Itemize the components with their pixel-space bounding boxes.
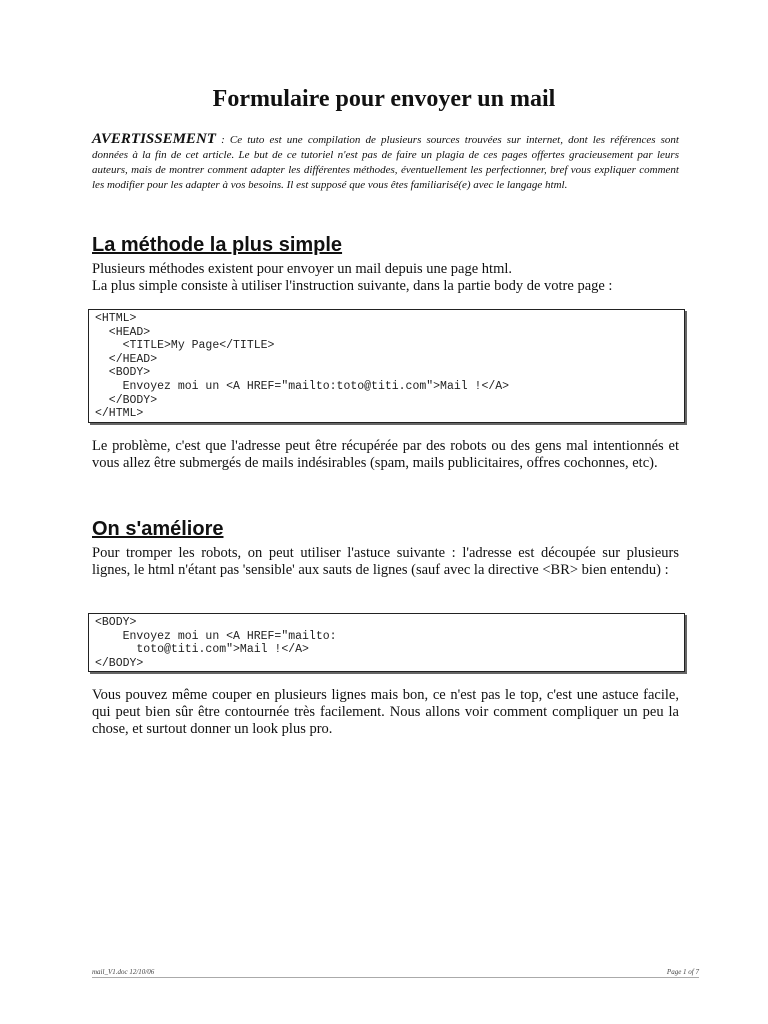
code-line: </HTML> <box>95 407 144 421</box>
code-line: </BODY> <box>95 393 158 407</box>
section1-intro-line: Plusieurs méthodes existent pour envoyer un mail depuis une page html. <box>92 261 513 277</box>
code-line: <TITLE>My Page</TITLE> <box>95 339 275 353</box>
code-block-simple <box>88 309 685 423</box>
code-line: </HEAD> <box>95 352 158 366</box>
section2-closing-paragraph: Vous pouvez même couper en plusieurs lignes mais bon, ce n'est pas le top, c'est une astuce facile, qui peut bien sûr être contournée très facilement. Nous allons voir comment compliquer un peu la chose, et surtout donner un look plus pro. <box>92 687 679 737</box>
code-line: <BODY> <box>95 366 151 380</box>
code-line: <HEAD> <box>95 325 151 339</box>
code-line: <BODY> <box>95 616 137 629</box>
code-line: Envoyez moi un <A HREF="mailto:toto@titi.com">Mail !</A> <box>95 379 510 393</box>
footer-filename: mail_V1.doc 12/10/06 <box>92 968 155 976</box>
document-title: Formulaire pour envoyer un mail <box>212 86 556 112</box>
warning-label: AVERTISSEMENT <box>92 131 216 147</box>
code-line: <HTML> <box>95 312 137 325</box>
code-block-improved <box>88 613 685 672</box>
code-line: Envoyez moi un <A HREF="mailto: <box>95 629 337 643</box>
section-heading-simple-method: La méthode la plus simple <box>92 234 343 256</box>
footer-divider <box>92 977 699 978</box>
warning-paragraph <box>92 132 679 193</box>
code-line: toto@titi.com">Mail !</A> <box>95 643 309 657</box>
section1-intro-line: La plus simple consiste à utiliser l'instruction suivante, dans la partie body de votre page : <box>92 278 613 294</box>
section-heading-improvement: On s'améliore <box>92 518 224 540</box>
code-line: </BODY> <box>95 656 144 670</box>
warning-text: : Ce tuto est une compilation de plusieurs sources trouvées sur internet, dont les références sont données à la fin de cet article. Le but de ce tutoriel n'est pas de faire un plagia de ces pages offertes gracieusement par leurs auteurs, mais de montrer comment adapter les différentes méthodes, éventuellement les perfectionner, bref vous expliquer comment les modifier pour les adapter à vos besoins. Il est supposé que vous êtes familiarisé(e) avec le langage html. <box>92 134 679 191</box>
section1-intro <box>92 261 679 295</box>
section1-problem-paragraph: Le problème, c'est que l'adresse peut être récupérée par des robots ou des gens mal intentionnés et vous allez être submergés de mails indésirables (spam, mails publicitaires, offres cochonnes, etc). <box>92 438 679 471</box>
footer-page-number: Page 1 of 7 <box>666 968 699 976</box>
section2-intro: Pour tromper les robots, on peut utiliser l'astuce suivante : l'adresse est découpée sur plusieurs lignes, le html n'étant pas 'sensible' aux sauts de lignes (sauf avec la directive <BR> bien entendu) : <box>92 545 679 578</box>
